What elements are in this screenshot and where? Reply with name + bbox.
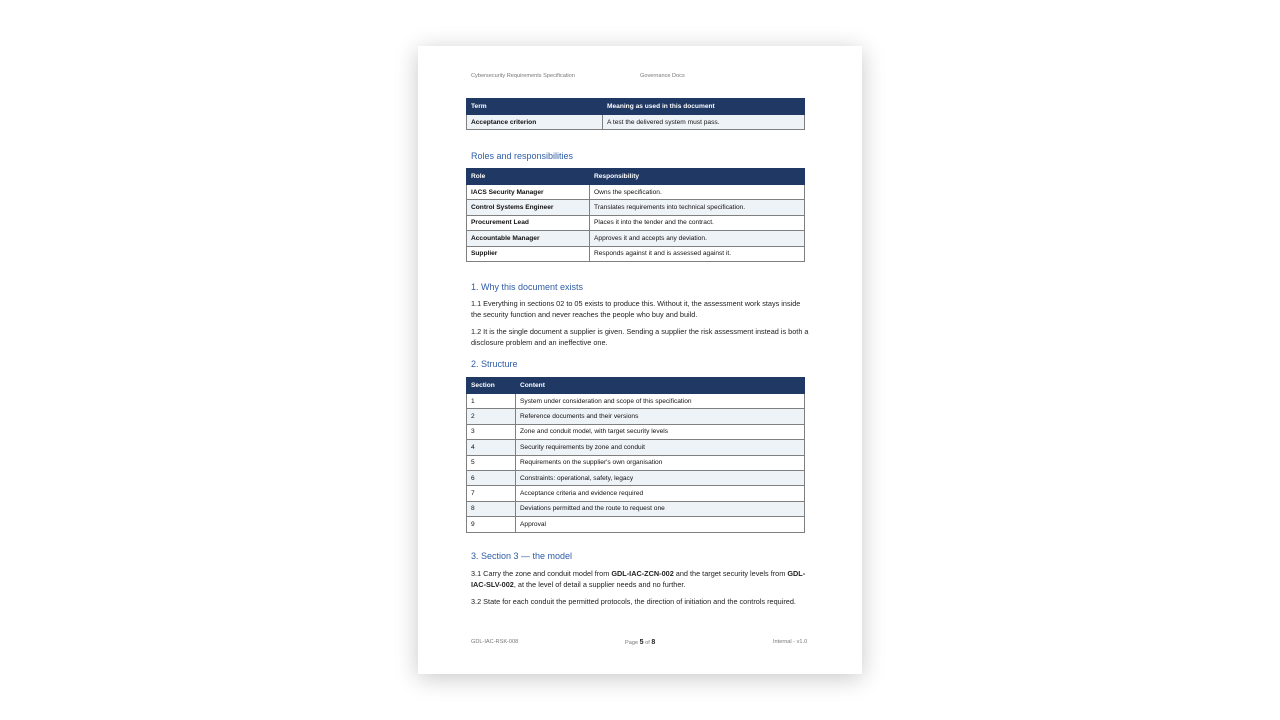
term-cell: Acceptance criterion bbox=[467, 115, 603, 130]
role-cell: Control Systems Engineer bbox=[467, 200, 590, 215]
section-content-cell: Reference documents and their versions bbox=[516, 409, 805, 424]
table-row bbox=[467, 246, 805, 261]
footer-doc-id: GDL-IAC-RSK-008 bbox=[471, 639, 519, 645]
section-content-cell: Acceptance criteria and evidence required bbox=[516, 486, 805, 501]
table-row bbox=[467, 231, 805, 246]
document-reference: GDL-IAC-SLV-002 bbox=[471, 569, 806, 590]
roles-table bbox=[466, 168, 805, 262]
section-number-cell: 6 bbox=[467, 470, 516, 485]
section1-paragraph-2: 1.2 It is the single document a supplier is given. Sending a supplier the risk assessment instead is both a disclosure problem and an ineffective one. bbox=[471, 327, 809, 348]
table-row bbox=[467, 501, 805, 516]
role-cell: Supplier bbox=[467, 246, 590, 261]
page-separator: of bbox=[645, 640, 650, 646]
responsibility-cell: Owns the specification. bbox=[590, 185, 805, 200]
current-page: 5 bbox=[639, 639, 644, 646]
table-row bbox=[467, 486, 805, 501]
document-reference: GDL-IAC-ZCN-002 bbox=[611, 569, 674, 578]
table-row bbox=[467, 440, 805, 455]
header-title: Cybersecurity Requirements Specification bbox=[471, 73, 575, 79]
table-row bbox=[467, 394, 805, 409]
section-number-cell: 7 bbox=[467, 486, 516, 501]
responsibility-cell: Places it into the tender and the contract. bbox=[590, 215, 805, 230]
section2-heading: 2. Structure bbox=[471, 359, 518, 369]
text-run: , at the level of detail a supplier needs and no further. bbox=[513, 580, 686, 590]
responsibility-cell: Approves it and accepts any deviation. bbox=[590, 231, 805, 246]
roles-heading: Roles and responsibilities bbox=[471, 151, 574, 161]
header-category: Governance Docs bbox=[640, 73, 685, 79]
structure-table bbox=[466, 377, 805, 533]
table-row bbox=[467, 424, 805, 439]
table-row bbox=[467, 517, 805, 532]
role-cell: IACS Security Manager bbox=[467, 185, 590, 200]
role-cell: Accountable Manager bbox=[467, 231, 590, 246]
column-header: Term bbox=[467, 99, 603, 115]
meaning-cell: A test the delivered system must pass. bbox=[603, 115, 805, 130]
section-content-cell: Constraints: operational, safety, legacy bbox=[516, 470, 805, 485]
table-row bbox=[467, 455, 805, 470]
table-row bbox=[467, 470, 805, 485]
section-content-cell: Security requirements by zone and conduit bbox=[516, 440, 805, 455]
table-row bbox=[467, 409, 805, 424]
footer-page-number bbox=[625, 639, 655, 646]
table-header-row bbox=[467, 99, 805, 115]
section-number-cell: 1 bbox=[467, 394, 516, 409]
total-pages: 8 bbox=[651, 639, 656, 646]
terms-table bbox=[466, 98, 805, 130]
section-number-cell: 3 bbox=[467, 424, 516, 439]
section-number-cell: 2 bbox=[467, 409, 516, 424]
section1-paragraph-1: 1.1 Everything in sections 02 to 05 exists to produce this. Without it, the assessment work stays inside the security function and never reaches the people who buy and build. bbox=[471, 299, 801, 320]
section-number-cell: 4 bbox=[467, 440, 516, 455]
section1-heading: 1. Why this document exists bbox=[471, 282, 584, 292]
section-number-cell: 5 bbox=[467, 455, 516, 470]
section3-heading: 3. Section 3 — the model bbox=[471, 551, 573, 561]
table-header-row bbox=[467, 378, 805, 394]
column-header: Section bbox=[467, 378, 516, 394]
section-number-cell: 9 bbox=[467, 517, 516, 532]
column-header: Responsibility bbox=[590, 169, 805, 185]
role-cell: Procurement Lead bbox=[467, 215, 590, 230]
table-row bbox=[467, 200, 805, 215]
document-page bbox=[418, 46, 862, 674]
section3-paragraph-1 bbox=[471, 568, 811, 591]
text-run: and the target security levels from bbox=[673, 569, 788, 578]
page-prefix: Page bbox=[625, 640, 639, 646]
responsibility-cell: Translates requirements into technical specification. bbox=[590, 200, 805, 215]
section-content-cell: System under consideration and scope of this specification bbox=[516, 394, 805, 409]
responsibility-cell: Responds against it and is assessed against it. bbox=[590, 246, 805, 261]
section-number-cell: 8 bbox=[467, 501, 516, 516]
table-row bbox=[467, 215, 805, 230]
table-row bbox=[467, 115, 805, 130]
section3-paragraph-2: 3.2 State for each conduit the permitted protocols, the direction of initiation and the controls required. bbox=[471, 597, 796, 606]
section-content-cell: Deviations permitted and the route to request one bbox=[516, 501, 805, 516]
section-content-cell: Zone and conduit model, with target security levels bbox=[516, 424, 805, 439]
section-content-cell: Requirements on the supplier's own organisation bbox=[516, 455, 805, 470]
text-run: 3.1 Carry the zone and conduit model from bbox=[471, 569, 612, 578]
column-header: Role bbox=[467, 169, 590, 185]
column-header: Meaning as used in this document bbox=[603, 99, 805, 115]
table-row bbox=[467, 185, 805, 200]
table-header-row bbox=[467, 169, 805, 185]
column-header: Content bbox=[516, 378, 805, 394]
footer-classification: Internal - v1.0 bbox=[773, 639, 808, 645]
section-content-cell: Approval bbox=[516, 517, 805, 532]
